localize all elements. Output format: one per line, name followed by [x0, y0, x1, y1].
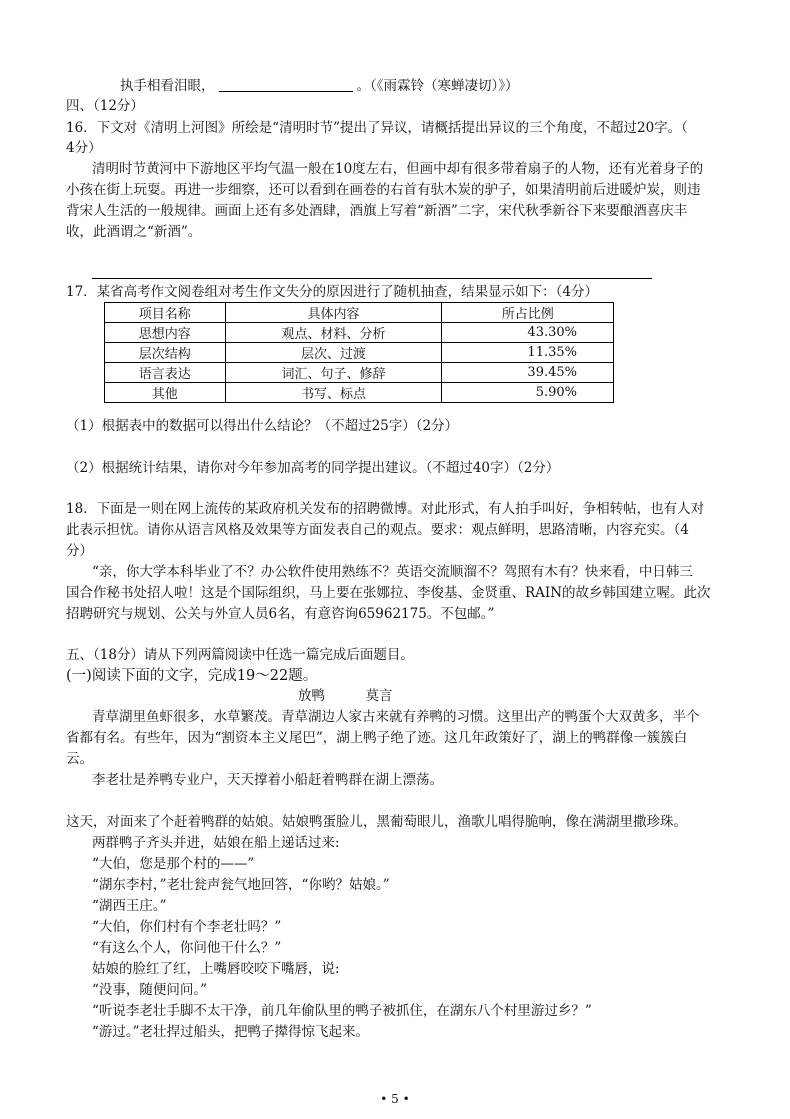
q17-line: 17．某省高考作文阅卷组对考生作文失分的原因进行了随机抽查，结果显示如下：（4分）: [66, 284, 599, 300]
q16-passage-line-3: 背宋人生活的一般规律。画面上还有多处酒肆，酒旗上写着“新酒”二字，宋代秋季新谷下来要酿酒喜庆丰: [66, 203, 688, 219]
story-line-12: 姑娘的脸红了红，上嘴唇咬咬下嘴唇，说:: [92, 961, 340, 977]
table-row: [105, 323, 614, 343]
table-cell: 其他: [105, 383, 226, 403]
q16-line-2: 4分）: [66, 140, 102, 156]
q18-line-1: 18．下面是一则在网上流传的某政府机关发布的招聘微博。对此形式，有人拍手叫好，争相转帖，也有人对: [66, 501, 705, 517]
q16-answer-line[interactable]: [92, 278, 652, 279]
section-five-heading: 五、（18分）请从下列两篇阅读中任选一篇完成后面题目。: [66, 647, 414, 663]
table-cell: 11.35%: [442, 343, 614, 363]
q18-quote-line-3: 招聘研究与规划、公关与外宣人员6名，有意咨询65962175。不包邮。”: [66, 606, 495, 622]
table-cell: 思想内容: [105, 323, 226, 343]
table-cell: 层次、过渡: [225, 343, 442, 363]
q16-passage-line-4: 收，此酒谓之“新酒”。: [66, 224, 202, 240]
q18-quote-line-1: “亲，你大学本科毕业了不？办公软件使用熟练不？英语交流顺溜不？驾照有木有？快来看，中日韩三: [92, 564, 693, 580]
table-row: [105, 363, 614, 383]
table-cell: 层次结构: [105, 343, 226, 363]
table-header-ratio: 所占比例: [442, 303, 614, 323]
table-cell: 词汇、句子、修辞: [225, 363, 442, 383]
story-line-7: “大伯，您是那个村的——”: [92, 856, 255, 872]
score-loss-table: [104, 302, 614, 403]
table-cell: 43.30%: [442, 323, 614, 343]
table-cell: 语言表达: [105, 363, 226, 383]
table-row: [105, 383, 614, 403]
q18-line-2: 此表示担忧。请你从语言风格及效果等方面发表自己的观点。要求：观点鲜明，思路清晰，内容充实。（4: [66, 522, 689, 538]
q17-sub1: （1）根据表中的数据可以得出什么结论？（不超过25字）（2分）: [66, 418, 459, 434]
table-cell: 5.90%: [442, 383, 614, 403]
section-four-heading: 四、（12分）: [66, 98, 144, 114]
story-line-6: 两群鸭子齐头并进，姑娘在船上递话过来:: [92, 835, 340, 851]
story-line-1: 青草湖里鱼虾很多，水草繁茂。青草湖边人家古来就有养鸭的习惯。这里出产的鸭蛋个大双黄多，半个: [92, 709, 700, 725]
answer-blank[interactable]: [219, 77, 353, 92]
table-row: [105, 343, 614, 363]
poem-fill-source: 。（《雨霖铃（寒蝉凄切）》）: [356, 78, 519, 94]
story-line-8: “湖东李村，”老壮瓮声瓮气地回答，“你哟？姑娘。”: [92, 877, 390, 893]
q18-line-3: 分）: [66, 543, 93, 559]
q18-quote-line-2: 国合作秘书处招人啦！这是个国际组织，马上要在张娜拉、李俊基、金贤重、RAIN的故乡韩国建立喔。此次: [66, 585, 711, 601]
reading-one-heading: (一)阅读下面的文字，完成19～22题。: [66, 668, 318, 684]
story-title-author: 放鸭 莫言: [298, 688, 393, 704]
story-line-10: “大伯，你们村有个李老壮吗？”: [92, 919, 282, 935]
story-line-9: “湖西王庄。”: [92, 898, 167, 914]
table-cell: 书写、标点: [225, 383, 442, 403]
poem-fill-prefix: 执手相看泪眼，: [120, 78, 215, 94]
table-header-item: 项目名称: [105, 303, 226, 323]
story-line-5: 这天，对面来了个赶着鸭群的姑娘。姑娘鸭蛋脸儿，黑葡萄眼儿，渔歌儿唱得脆响，像在满湖里撒珍珠。: [66, 814, 687, 830]
q17-sub2: （2）根据统计结果，请你对今年参加高考的同学提出建议。（不超过40字）（2分）: [66, 460, 560, 476]
q16-passage-line-2: 小孩在街上玩耍。再进一步细察，还可以看到在画卷的右首有驮木炭的驴子，如果清明前后进暖炉炭，则违: [66, 182, 701, 198]
story-line-3: 云。: [66, 751, 93, 767]
table-header-row: [105, 303, 614, 323]
story-line-2: 省都有名。有些年，因为“割资本主义尾巴”，湖上鸭子绝了迹。这几年政策好了，湖上的鸭群像一簇簇白: [66, 730, 688, 746]
table-cell: 39.45%: [442, 363, 614, 383]
story-line-4: 李老壮是养鸭专业户，天天撑着小船赶着鸭群在湖上漂荡。: [92, 772, 443, 788]
poem-fill-line: [120, 77, 519, 95]
q16-passage-line-1: 清明时节黄河中下游地区平均气温一般在10度左右，但画中却有很多带着扇子的人物，还有光着身子的: [92, 161, 704, 177]
story-line-13: “没事，随便问问。”: [92, 982, 208, 998]
story-line-15: “游过。”老壮捍过船头，把鸭子撵得惊飞起来。: [92, 1024, 370, 1040]
table-cell: 观点、材料、分析: [225, 323, 442, 343]
story-line-11: “有这么个人，你问他干什么？”: [92, 940, 282, 956]
page-number: • 5 •: [380, 1092, 410, 1106]
q16-line-1: 16．下文对《清明上河图》所绘是“清明时节”提出了异议，请概括提出异议的三个角度，不超过20字。（: [66, 120, 688, 136]
table-header-content: 具体内容: [225, 303, 442, 323]
story-line-14: “听说李老壮手脚不太干净，前几年偷队里的鸭子被抓住，在湖东八个村里游过乡？”: [92, 1003, 592, 1019]
